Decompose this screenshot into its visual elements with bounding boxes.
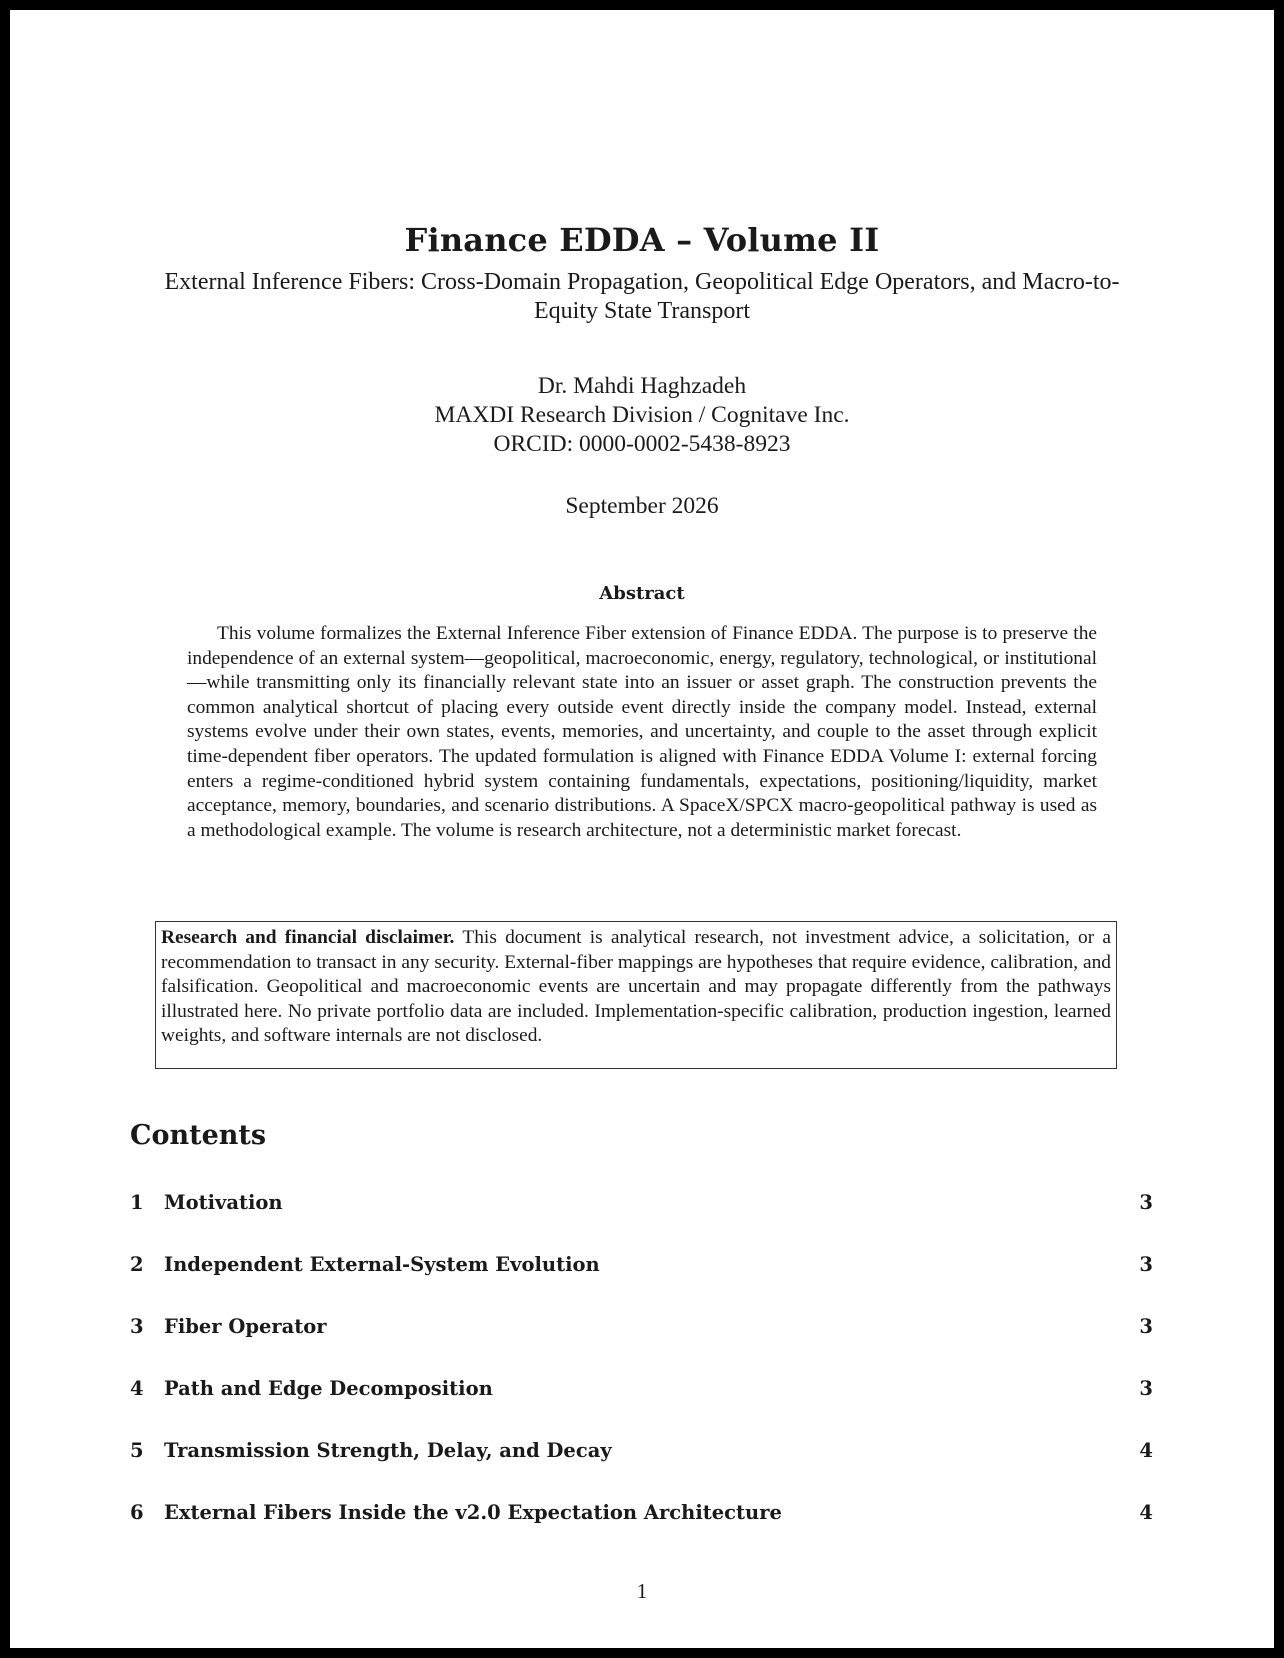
abstract-text: This volume formalizes the External Inference Fiber extension of Finance EDDA. The purpose is to preserve the independence of an external system—geopolitical, macroeconomic, energy, regulatory, technological, or institutional—while transmitting only its financially relevant state into an issuer or asset graph. The construction prevents the common analytical shortcut of placing every outside event directly inside the company model. Instead, external systems evolve under their own states, events, memories, and uncertainty, and couple to the asset through explicit time-dependent fiber operators. The updated formulation is aligned with Finance EDDA Volume I: external forcing enters a regime-conditioned hybrid system containing fundamentals, expectations, positioning/liquidity, market acceptance, memory, boundaries, and scenario distributions. A SpaceX/SPCX macro-geopolitical pathway is used as a methodological example. The volume is research architecture, not a deterministic market forecast. — [187, 623, 1097, 841]
toc-entry[interactable] — [130, 1437, 1153, 1465]
toc-entry-label[interactable]: Fiber Operator — [164, 1315, 327, 1338]
toc-entry-number: 3 — [130, 1315, 144, 1338]
toc-entry[interactable] — [130, 1375, 1153, 1403]
disclaimer-text: This document is analytical research, not investment advice, a solicitation, or a recommendation to transact in any security. External-fiber mappings are hypotheses that require evidence, calibration, and falsification. Geopolitical and macroeconomic events are uncertain and may propagate differently from the pathways illustrated here. No private portfolio data are included. Implementation-specific calibration, production ingestion, learned weights, and software internals are not disclosed. — [161, 927, 1111, 1047]
author-orcid: ORCID: 0000-0002-5438-8923 — [493, 431, 791, 457]
toc-entry-label[interactable]: External Fibers Inside the v2.0 Expectation Architecture — [164, 1501, 782, 1524]
disclaimer-box — [155, 921, 1117, 1069]
toc-entry-page[interactable]: 4 — [1139, 1501, 1153, 1524]
author-block — [10, 372, 1274, 459]
document-title: Finance EDDA – Volume II — [404, 221, 880, 259]
toc-entry-label[interactable]: Path and Edge Decomposition — [164, 1377, 493, 1400]
document-page — [10, 10, 1274, 1648]
toc-entry[interactable] — [130, 1499, 1153, 1527]
toc-entry-number: 6 — [130, 1501, 144, 1524]
toc-entry-number: 4 — [130, 1377, 144, 1400]
document-date: September 2026 — [565, 493, 719, 519]
toc-entry-page[interactable]: 4 — [1139, 1439, 1153, 1462]
toc-entry-page[interactable]: 3 — [1139, 1253, 1153, 1276]
toc-entry[interactable] — [130, 1251, 1153, 1279]
toc-entry-page[interactable]: 3 — [1139, 1377, 1153, 1400]
toc-entry-number: 1 — [130, 1191, 144, 1214]
toc-entry-label[interactable]: Independent External-System Evolution — [164, 1253, 600, 1276]
toc-entry[interactable] — [130, 1313, 1153, 1341]
toc-entry-page[interactable]: 3 — [1139, 1315, 1153, 1338]
toc-entry-label[interactable]: Transmission Strength, Delay, and Decay — [164, 1439, 612, 1462]
page-number: 1 — [636, 1579, 648, 1603]
disclaimer-lead: Research and financial disclaimer. — [161, 927, 455, 948]
toc-entry-page[interactable]: 3 — [1139, 1191, 1153, 1214]
toc-entry-number: 2 — [130, 1253, 144, 1276]
abstract-heading: Abstract — [599, 583, 685, 604]
toc-entry-label[interactable]: Motivation — [164, 1191, 283, 1214]
author-name: Dr. Mahdi Haghzadeh — [537, 373, 747, 399]
contents-heading: Contents — [130, 1120, 267, 1151]
toc-entry[interactable] — [130, 1189, 1153, 1217]
toc-entry-number: 5 — [130, 1439, 144, 1462]
document-subtitle: External Inference Fibers: Cross-Domain Propagation, Geopolitical Edge Operators, and Macro-to-Equity State Transport — [164, 269, 1120, 324]
author-affiliation: MAXDI Research Division / Cognitave Inc. — [434, 402, 850, 428]
